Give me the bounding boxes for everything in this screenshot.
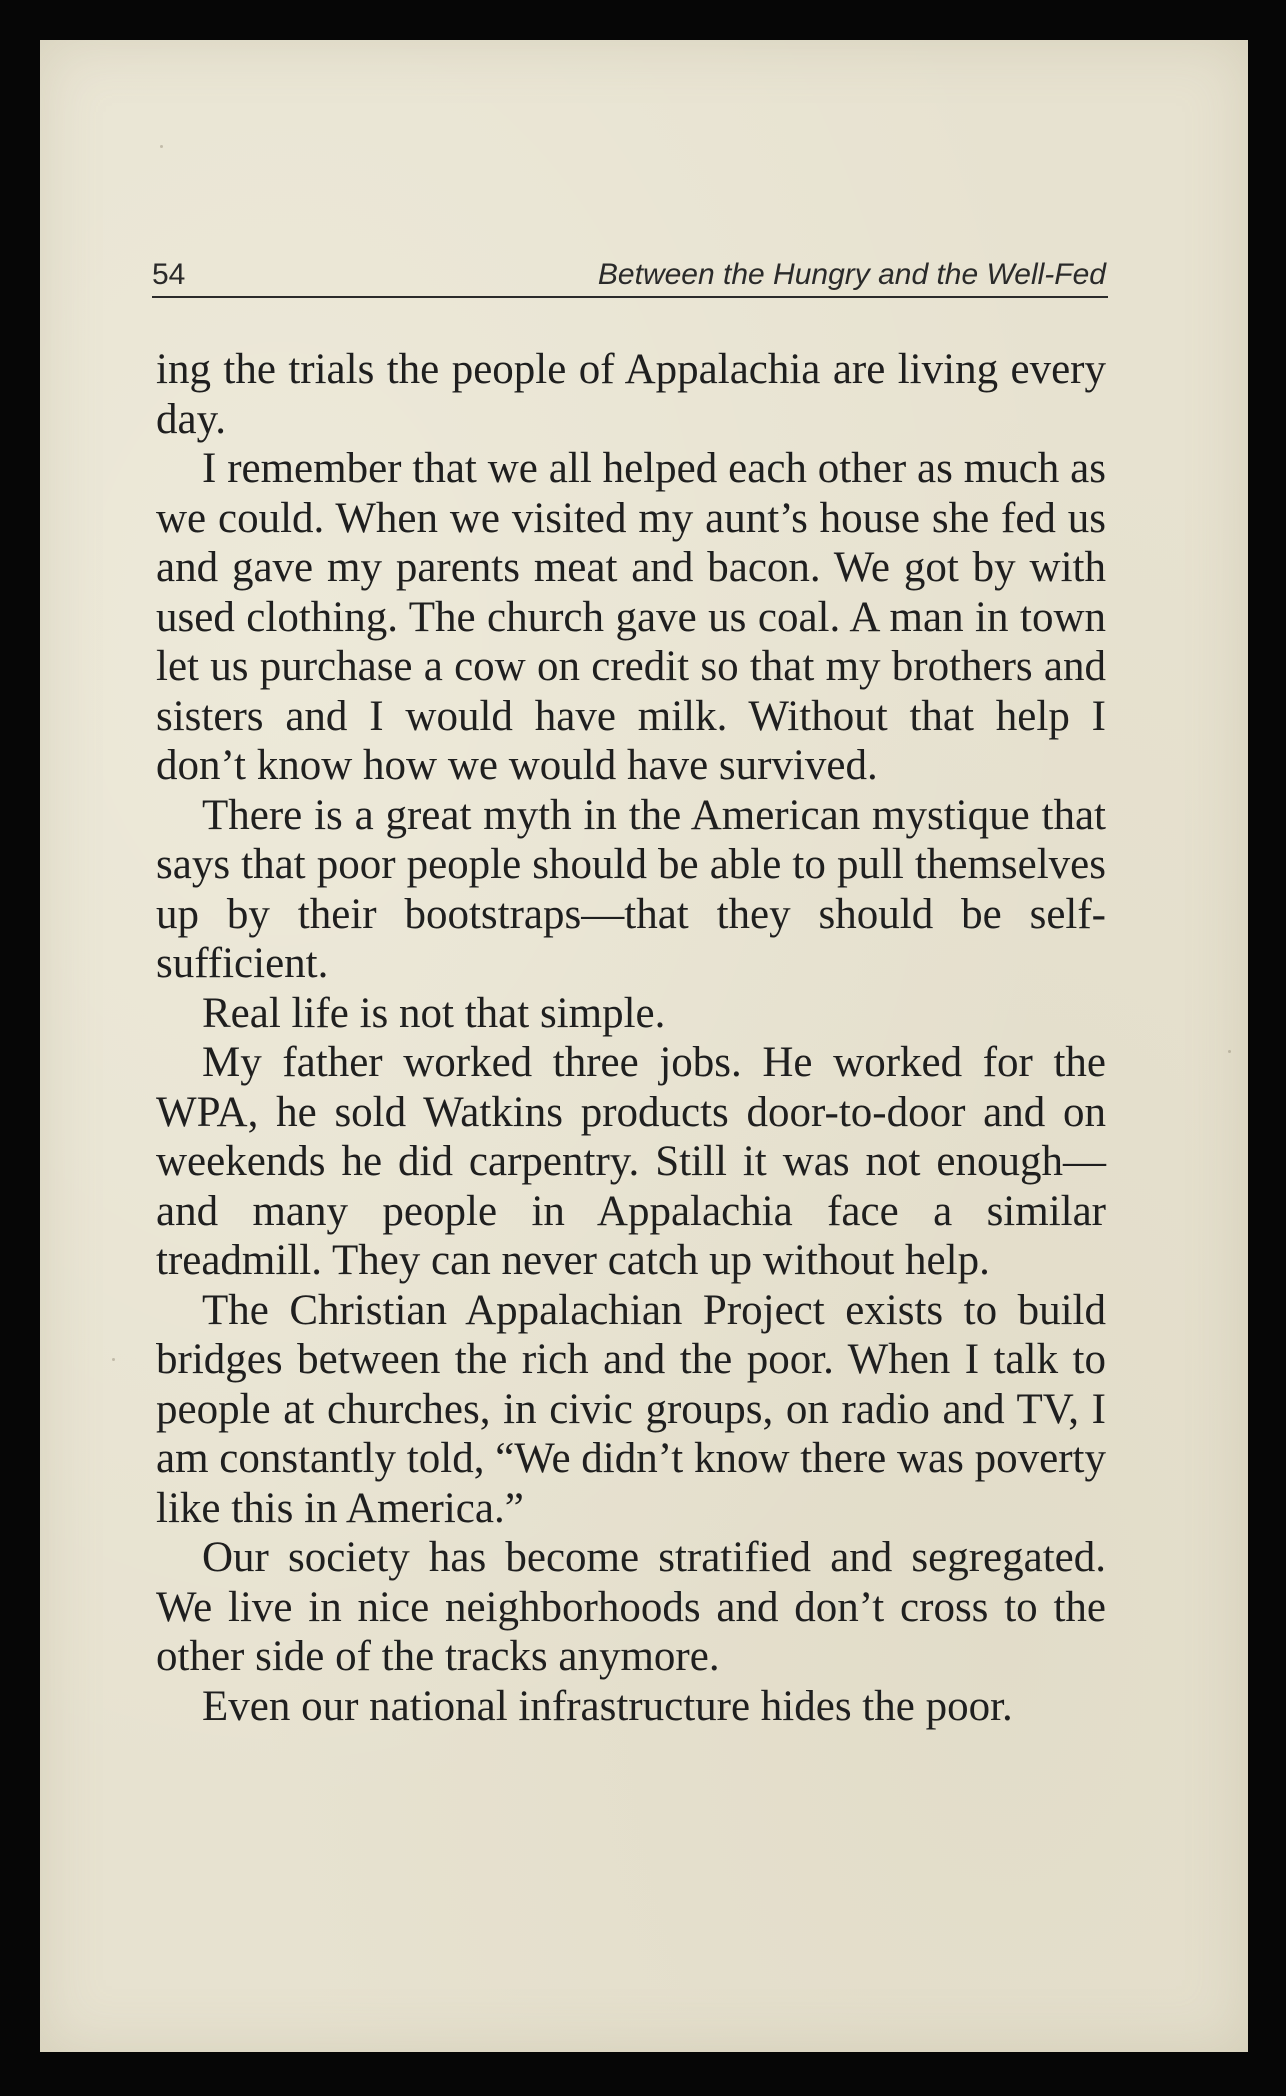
paper-speck (160, 145, 163, 148)
paragraph-society-stratified: Our society has become stratified and segregated. We live in nice neighborhoods and don’t cross to the other side of the tracks anymore. (156, 1534, 1106, 1680)
paragraph-real-life: Real life is not that simple. (202, 989, 666, 1037)
page-number: 54 (152, 258, 186, 291)
paragraph-continuation: ing the trials the people of Appalachia are living every day. (156, 346, 1106, 443)
paragraph-christian-appalachian-project: The Christian Appalachian Project exists to build bridges between the rich and the poor. When I talk to people at churches, in civic groups, on radio and TV, I am constantly told, “We didn’t know there was poverty like this in America.” (156, 1286, 1106, 1532)
body-text (156, 345, 1106, 1731)
paper-speck (1228, 1050, 1231, 1053)
paragraph-infrastructure: Even our national infrastructure hides the poor. (202, 1682, 1013, 1730)
paragraph-father-jobs: My father worked three jobs. He worked for the WPA, he sold Watkins products door-to-door and on weekends he did carpentry. Still it was not enough—and many people in Appalachia face a similar treadmill. They can never catch up without help. (156, 1039, 1106, 1284)
paragraph-aunts-house: I remember that we all helped each other as much as we could. When we visited my aunt’s house she fed us and gave my parents meat and bacon. We got by with used clothing. The church gave us coal. A man in town let us purchase a cow on credit so that my brothers and sisters and I would have milk. Without that help I don’t know how we would have survived. (156, 445, 1106, 789)
running-title: Between the Hungry and the Well-Fed (597, 258, 1106, 291)
running-head (152, 256, 1108, 298)
paper-speck (112, 1358, 115, 1361)
paragraph-american-myth: There is a great myth in the American mystique that says that poor people should be able to pull themselves up by their bootstraps—that they should be self-sufficient. (156, 791, 1106, 987)
